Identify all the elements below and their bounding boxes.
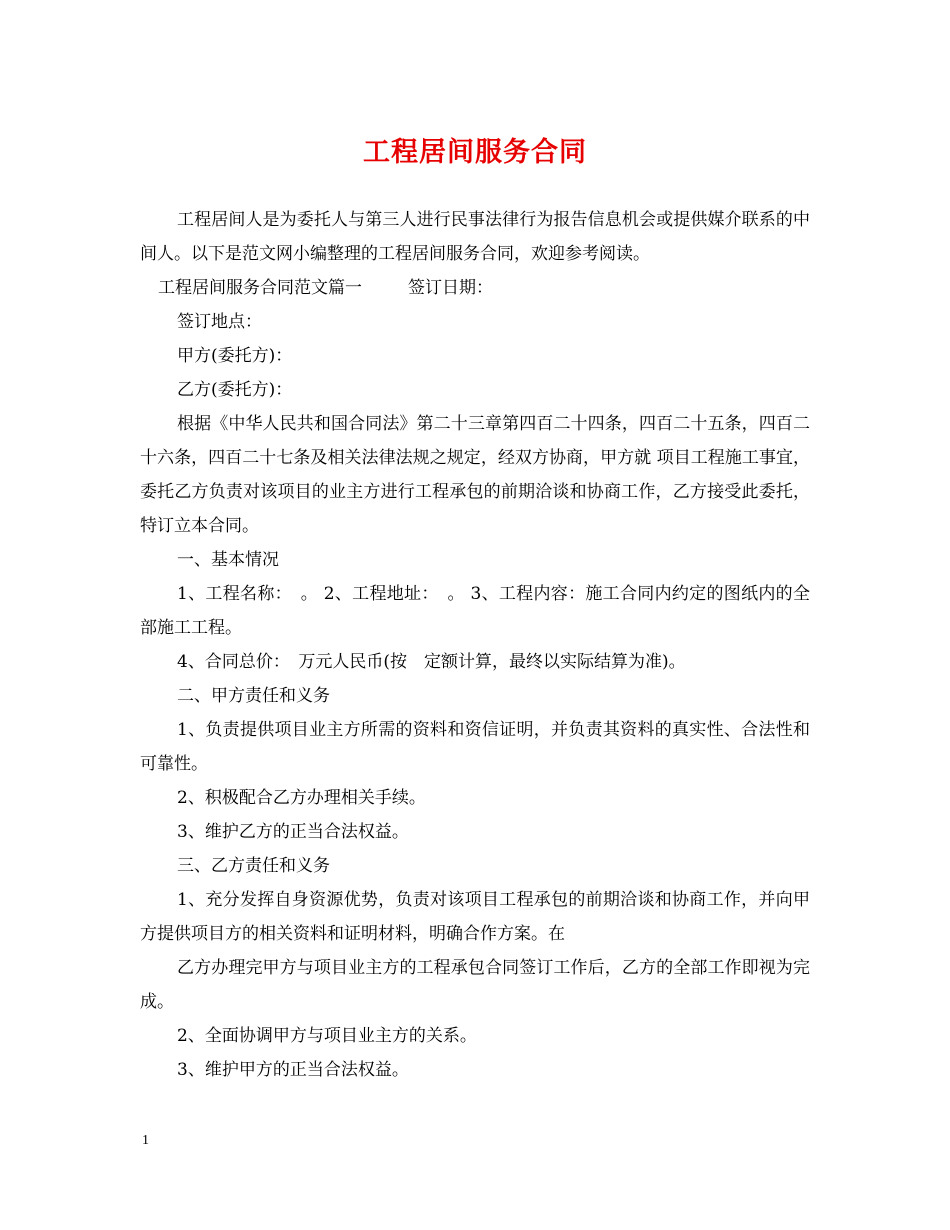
section-1-title: 一、基本情况 bbox=[177, 550, 279, 570]
section-2-title: 二、甲方责任和义务 bbox=[177, 686, 330, 706]
sign-date-label: 签订日期： bbox=[408, 278, 493, 298]
section-2-item-3: 3、维护乙方的正当合法权益。 bbox=[177, 822, 409, 842]
intro-paragraph: 工程居间人是为委托人与第三人进行民事法律行为报告信息机会或提供媒介联系的中间人。以下是范文网小编整理的工程居间服务合同，欢迎参考阅读。 bbox=[140, 210, 810, 264]
section-3-item-3: 3、维护甲方的正当合法权益。 bbox=[177, 1060, 409, 1080]
section-3-item-1-continued: 乙方办理完甲方与项目业主方的工程承包合同签订工作后，乙方的全部工作即视为完成。 bbox=[140, 958, 810, 1012]
page-title: 工程居间服务合同 bbox=[363, 137, 587, 168]
document-body bbox=[140, 203, 810, 1087]
sign-place-label: 签订地点： bbox=[177, 312, 262, 332]
party-a-label: 甲方(委托方)： bbox=[177, 346, 293, 366]
basis-paragraph: 根据《中华人民共和国合同法》第二十三章第四百二十四条，四百二十五条，四百二十六条，四百二十七条及相关法律法规之规定，经双方协商，甲方就 项目工程施工事宜，委托乙方负责对该项目的业主方进行工程承包的前期洽谈和协商工作，乙方接受此委托，特订立本合同。 bbox=[140, 414, 810, 536]
section-heading: 工程居间服务合同范文篇一 bbox=[158, 278, 362, 298]
section-3-title: 三、乙方责任和义务 bbox=[177, 856, 330, 876]
section-1-item-1: 1、工程名称： 。 2、工程地址： 。 3、工程内容：施工合同内约定的图纸内的全部施工工程。 bbox=[140, 584, 810, 638]
section-2-item-1: 1、负责提供项目业主方所需的资料和资信证明，并负责其资料的真实性、合法性和可靠性。 bbox=[140, 720, 810, 774]
section-3-item-1: 1、充分发挥自身资源优势，负责对该项目工程承包的前期洽谈和协商工作，并向甲方提供项目方的相关资料和证明材料，明确合作方案。在 bbox=[140, 890, 810, 944]
party-b-label: 乙方(委托方)： bbox=[177, 380, 293, 400]
section-2-item-2: 2、积极配合乙方办理相关手续。 bbox=[177, 788, 426, 808]
section-3-item-2: 2、全面协调甲方与项目业主方的关系。 bbox=[177, 1026, 477, 1046]
section-heading-line bbox=[140, 271, 810, 305]
section-1-item-2: 4、合同总价： 万元人民币(按 定额计算，最终以实际结算为准)。 bbox=[177, 652, 686, 672]
page-number: 1 bbox=[142, 1133, 149, 1148]
